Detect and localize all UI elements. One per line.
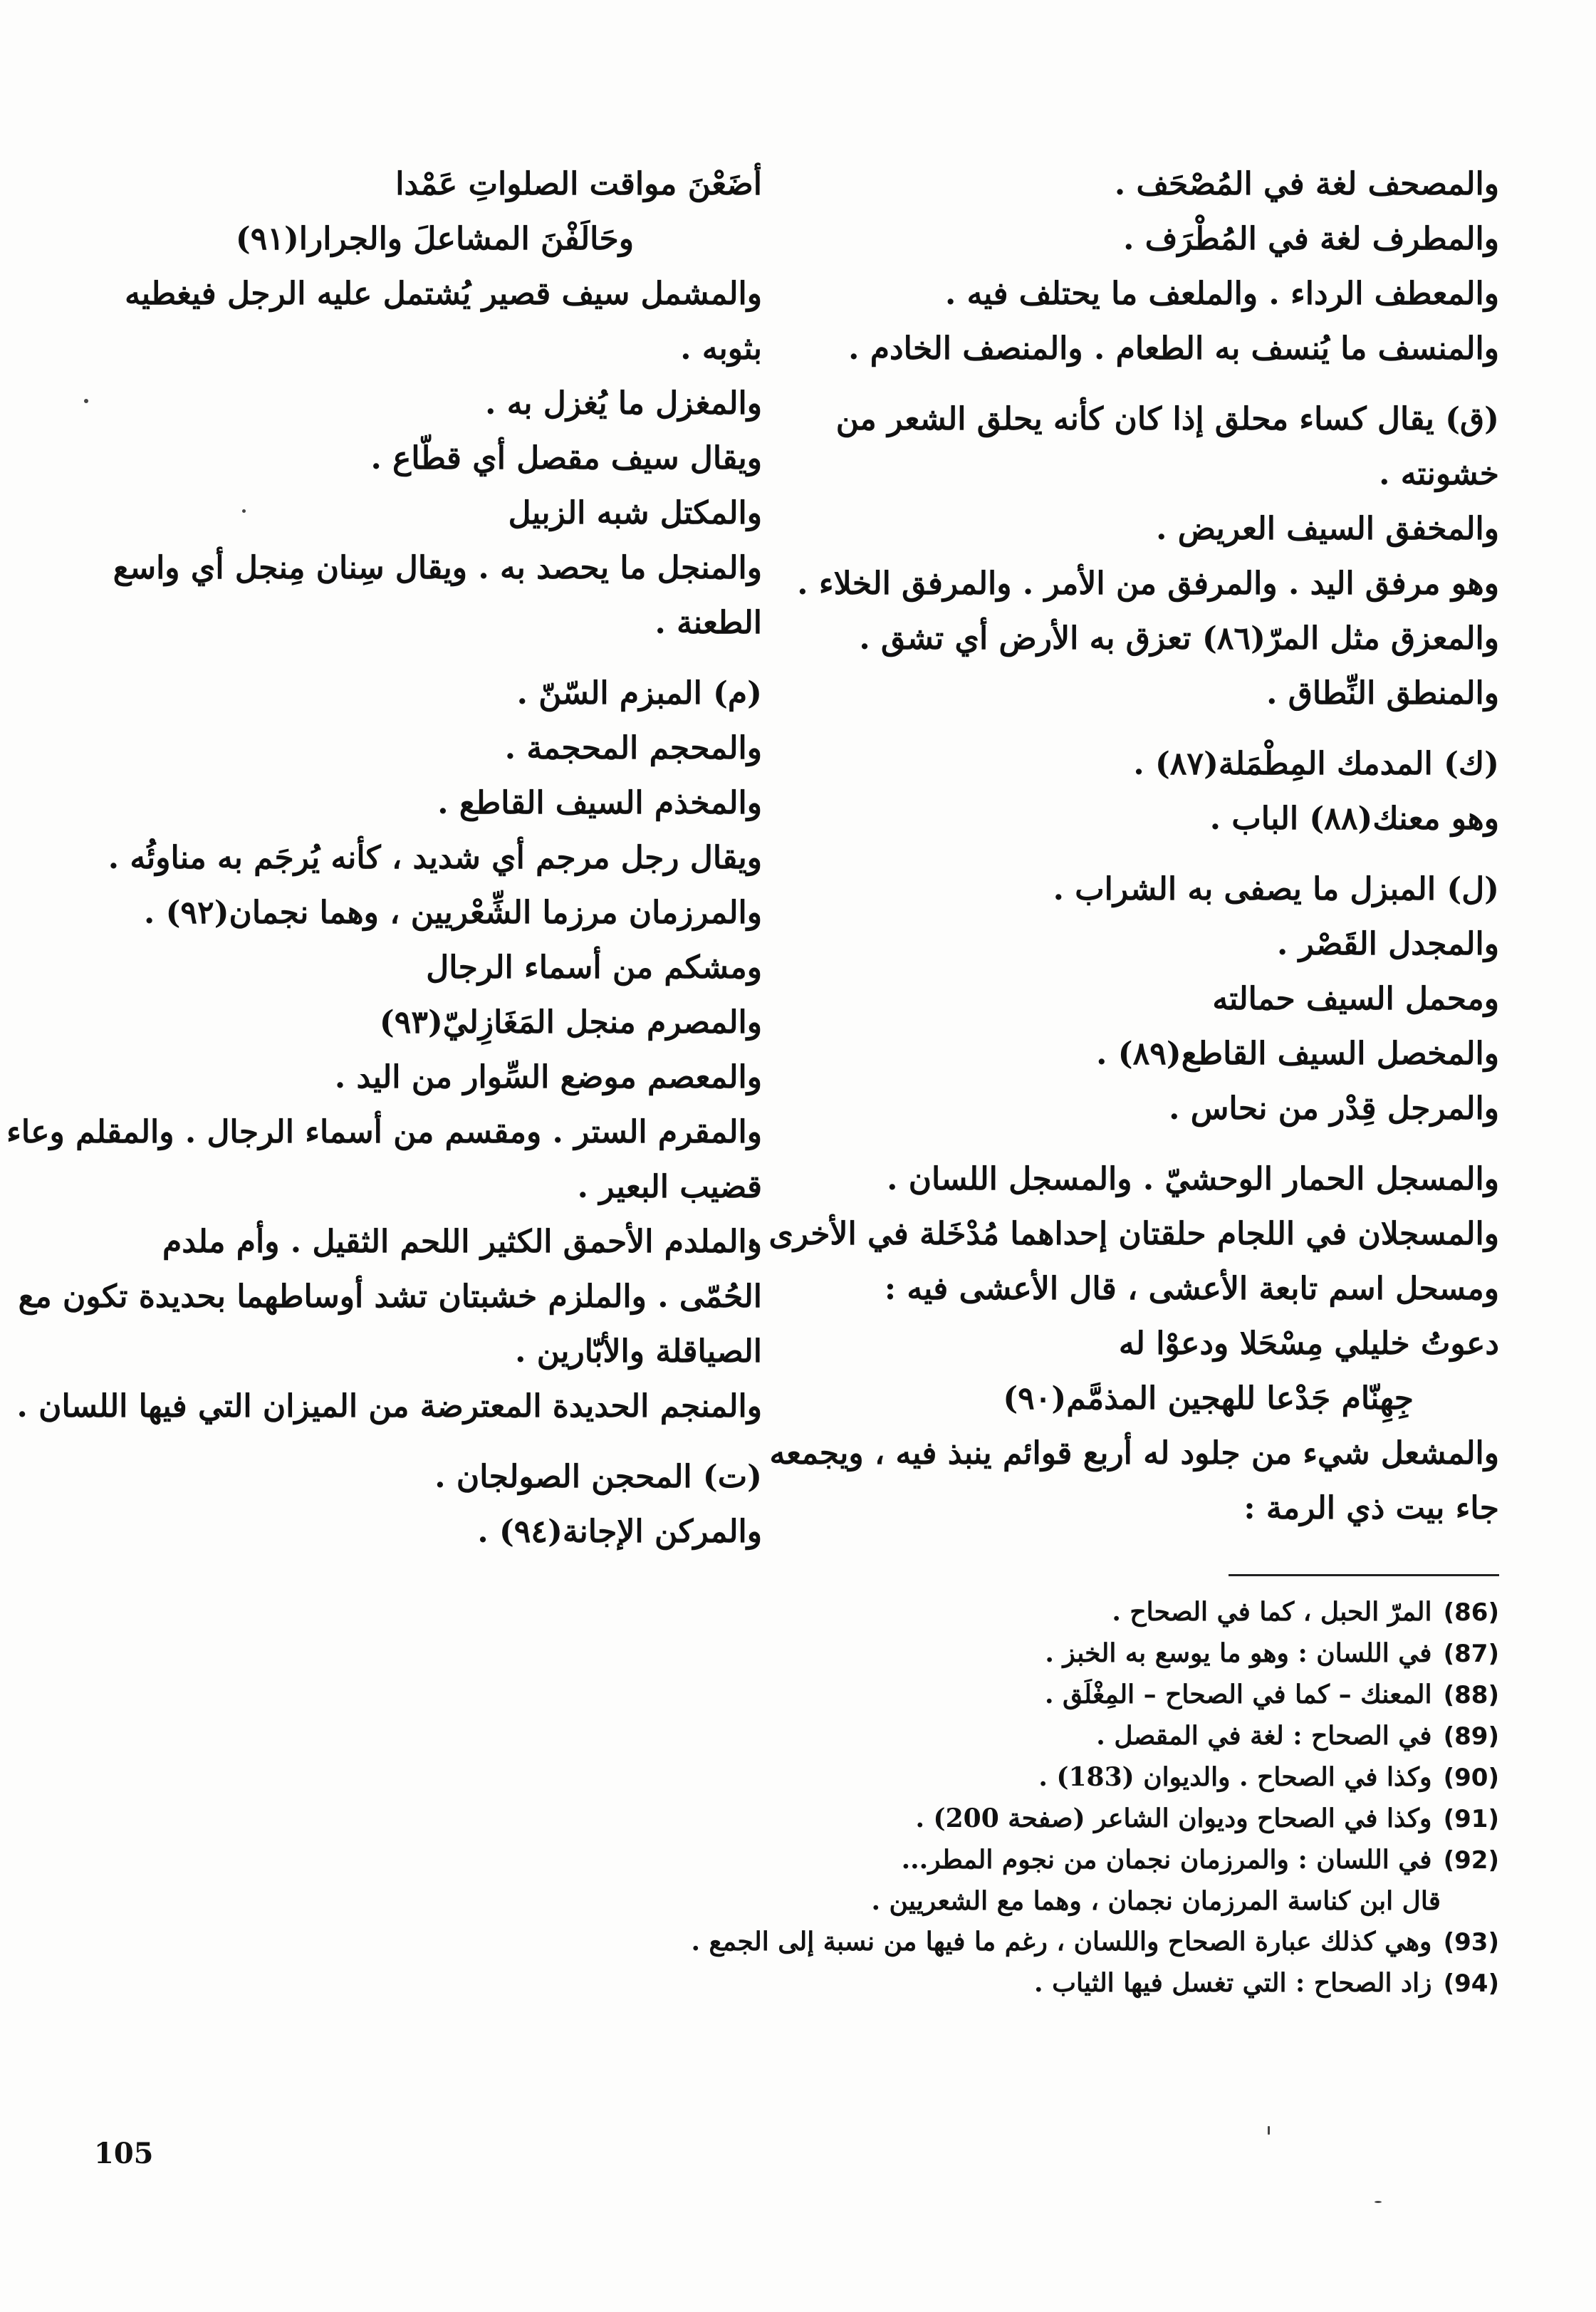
text-line: والملدم الأحمق الكثير اللحم الثقيل . وأم ملدم — [162, 1224, 762, 1260]
text-line: والمنجل ما يحصد به . ويقال سِنان مِنجل أي واسع — [113, 550, 762, 586]
footnote-number: (89) — [1443, 1722, 1499, 1751]
footnote-number: (91) — [1443, 1805, 1499, 1833]
footnote-text: في اللسان : والمرزمان نجمان من نجوم المطر... — [901, 1845, 1432, 1875]
text-line: ويقال رجل مرجم أي شديد ، كأنه يُرجَم به مناوئُه . — [108, 840, 762, 876]
footnote-number: (87) — [1443, 1640, 1499, 1668]
text-line: والمجدل القَصْر . — [1276, 926, 1499, 962]
footnote-text: قال ابن كناسة المرزمان نجمان ، وهما مع الشعريين . — [871, 1886, 1441, 1916]
text-line: والمكتل شبه الزبيل — [508, 495, 762, 531]
text-line: قضيب البعير . — [577, 1169, 762, 1205]
scan-speck — [242, 509, 246, 513]
section-ta-line: (ت) المحجن الصولجان . — [434, 1459, 762, 1495]
footnote-text: المرّ الحبل ، كما في الصحاح . — [1112, 1597, 1432, 1627]
text-line: والمسجل الحمار الوحشيّ . والمسجل اللسان . — [887, 1161, 1499, 1197]
footnote — [499, 1633, 1499, 1675]
scan-speck — [84, 399, 88, 403]
footnote-text: وكذا في الصحاح . والديوان (183) . — [1038, 1762, 1432, 1792]
text-line: والمخذم السيف القاطع . — [437, 785, 762, 821]
text-line: والمسجلان في اللجام حلقتان إحداهما مُدْخَلة في الأخرى . — [746, 1216, 1499, 1252]
footnote — [499, 1798, 1499, 1840]
page-number: 105 — [94, 2137, 154, 2170]
text-line: والمشمل سيف قصير يُشتمل عليه الرجل فيغطيه — [125, 276, 762, 312]
verse-line: أضَعْنَ مواقت الصلواتِ عَمْدا — [395, 166, 762, 202]
text-line: والمطرف لغة في المُطْرَف . — [1123, 221, 1499, 257]
footnote-divider — [1229, 1574, 1499, 1576]
text-line: ومسحل اسم تابعة الأعشى ، قال الأعشى فيه : — [884, 1271, 1499, 1307]
text-line: الحُمّى . والملزم خشبتان تشد أوساطهما بحديدة تكون مع — [18, 1279, 762, 1315]
footnote-text: في اللسان : وهو ما يوسع به الخبز . — [1045, 1638, 1432, 1668]
footnote — [499, 1716, 1499, 1757]
footnote-text: في الصحاح : لغة في المقصل . — [1096, 1721, 1432, 1751]
footnote — [499, 1922, 1499, 1963]
text-line: والمعزق مثل المرّ(٨٦) تعزق به الأرض أي تشق . — [859, 620, 1499, 657]
footnote — [499, 1675, 1499, 1716]
footnote — [499, 1592, 1499, 1633]
footnote-text: وهي كذلك عبارة الصحاح واللسان ، رغم ما فيها من نسبة إلى الجمع . — [691, 1927, 1432, 1957]
text-line: والمنطق النِّطاق . — [1266, 675, 1499, 712]
verse-line: وحَالَفْنَ المشاعلَ والجرارا(٩١) — [235, 221, 634, 257]
section-mim-line: (م) المبزم السّنّ . — [516, 675, 762, 712]
footnotes — [499, 1592, 1499, 2004]
text-line: والمصرم منجل المَغَازِليّ(٩٣) — [379, 1004, 762, 1041]
text-line: والمرجل قِدْر من نحاس . — [1169, 1090, 1499, 1127]
footnote — [499, 1963, 1499, 2004]
footnote-number: (94) — [1443, 1969, 1499, 1998]
scan-speck — [1375, 2201, 1382, 2203]
left-column — [6, 157, 762, 1559]
text-line: والمنجم الحديدة المعترضة من الميزان التي فيها اللسان . — [16, 1388, 762, 1425]
text-line: والمركن الإجانة(٩٤) . — [477, 1514, 762, 1550]
text-line: خشونته . — [1379, 456, 1499, 492]
text-line: والمقرم الستر . ومقسم من أسماء الرجال . والمقلم وعاء — [6, 1114, 762, 1150]
text-line: وهو معنك(٨٨) الباب . — [1209, 801, 1499, 837]
text-line: وهو مرفق اليد . والمرفق من الأمر . والمرفق الخلاء . — [797, 566, 1499, 602]
footnote-number: (93) — [1443, 1928, 1499, 1957]
footnote-text: المعنك – كما في الصحاح – المِغْلَق . — [1044, 1680, 1432, 1709]
text-line: والمخصل السيف القاطع(٨٩) . — [1096, 1036, 1499, 1072]
text-line: والمعصم موضع السِّوار من اليد . — [334, 1059, 762, 1095]
footnote-number: (92) — [1443, 1846, 1499, 1875]
footnote-text: زاد الصحاح : التي تغسل فيها الثياب . — [1034, 1968, 1432, 1998]
scan-speck — [1268, 2126, 1270, 2135]
text-line: والمصحف لغة في المُصْحَف . — [1114, 166, 1499, 202]
text-line: والمشعل شيء من جلود له أربع قوائم ينبذ فيه ، ويجمعه — [769, 1435, 1499, 1472]
footnote-text: وكذا في الصحاح وديوان الشاعر (صفحة 200) . — [915, 1803, 1432, 1833]
text-line: الطعنة . — [654, 605, 762, 641]
text-line: والمعطف الرداء . والملعف ما يحتلف فيه . — [944, 276, 1499, 312]
footnote-number: (90) — [1443, 1764, 1499, 1792]
right-column — [746, 157, 1499, 1536]
verse-line: دعوتُ خليلي مِسْحَلا ودعوْا له — [1118, 1326, 1499, 1362]
section-lam-line: (ل) المبزل ما يصفى به الشراب . — [1053, 871, 1499, 907]
text-line: الصياقلة والأبّارين . — [515, 1333, 762, 1370]
verse-line: جِهِنّام جَدْعا للهجين المذمَّم(٩٠) — [1003, 1380, 1414, 1417]
text-line: والمخفق السيف العريض . — [1156, 511, 1499, 547]
text-line: بثوبه . — [680, 330, 762, 367]
text-line: ومشكم من أسماء الرجال — [426, 949, 762, 986]
text-line: والمرزمان مرزما الشِّعْريين ، وهما نجمان(٩٢) . — [143, 895, 762, 931]
footnote-number: (86) — [1443, 1598, 1499, 1627]
footnote-continuation — [499, 1881, 1499, 1922]
footnote — [499, 1757, 1499, 1798]
footnote-number: (88) — [1443, 1681, 1499, 1709]
text-line: والمنسف ما يُنسف به الطعام . والمنصف الخادم . — [848, 330, 1499, 367]
text-line: جاء بيت ذي الرمة : — [1243, 1490, 1499, 1526]
text-line: والمغزل ما يُغزل به . — [485, 385, 762, 422]
text-line: ويقال سيف مقصل أي قطّاع . — [370, 440, 762, 477]
text-line: ومحمل السيف حمالته — [1212, 981, 1499, 1017]
section-kaf-line: (ك) المدمك المِطْمَلة(٨٧) . — [1133, 746, 1499, 782]
section-qaf-line: (ق) يقال كساء محلق إذا كان كأنه يحلق الشعر من — [835, 401, 1499, 437]
text-line: والمحجم المحجمة . — [504, 730, 762, 766]
footnote — [499, 1840, 1499, 1881]
